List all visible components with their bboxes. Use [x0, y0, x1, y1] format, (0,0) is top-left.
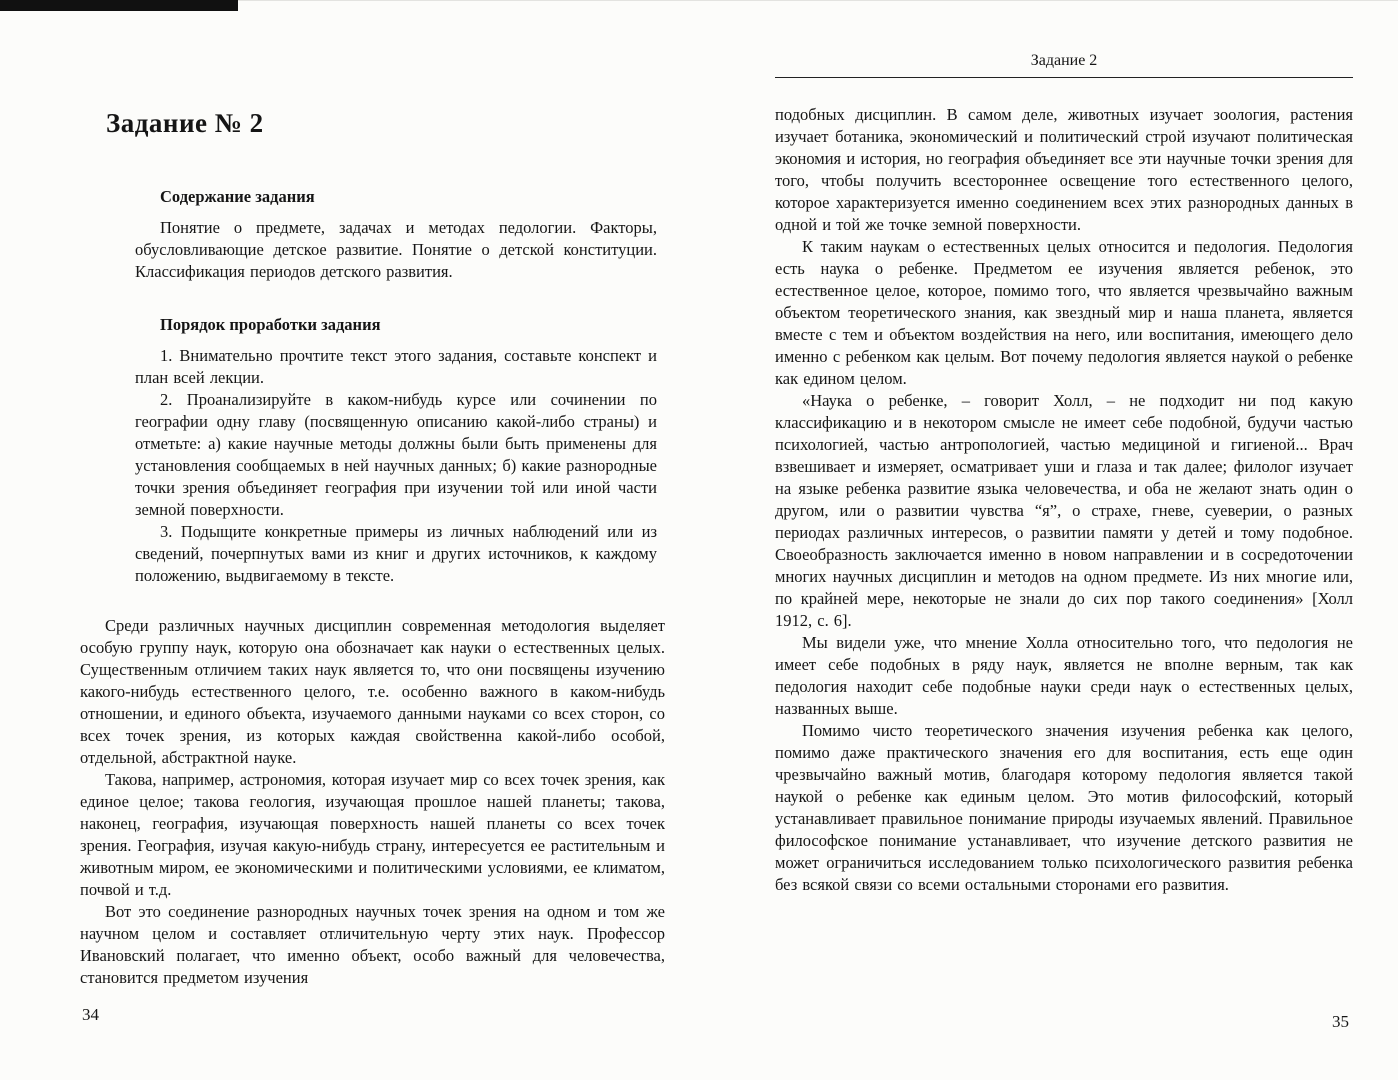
- contents-heading: Содержание задания: [160, 187, 315, 206]
- body-paragraph: К таким наукам о естественных целых относится и педология. Педология есть наука о ребенке. Предметом ее изучения является ребенок, это естественное целое, которое, помимо того, что является чрезвычайно важным объектом теоретического знания, как звездный мир и наша планета, является вместе с тем и объектом воздействия на него, или воспитания, имеющего дело именно с ребенком как целым. Вот почему педология является наукой о ребенке как едином целом.: [775, 237, 1353, 388]
- contents-paragraph: Понятие о предмете, задачах и методах педологии. Факторы, обусловливающие детское развитие. Понятие о детской конституции. Классификация периодов детского развития.: [135, 218, 657, 281]
- right-page: [775, 0, 1353, 1080]
- list-item: 1. Внимательно прочтите текст этого задания, составьте конспект и план всей лекции.: [135, 346, 657, 387]
- procedure-heading: Порядок проработки задания: [160, 315, 381, 334]
- body-paragraph: подобных дисциплин. В самом деле, животных изучает зоология, растения изучает ботаника, экономический и политический строй изучают политическая экономия и история, но география объединяет все эти научные точки зрения для того, чтобы получить всестороннее освещение того естественного целого, которое характеризуется именно соединением всех этих разнородных данных в одной и той же точке земной поверхности.: [775, 105, 1353, 234]
- body-paragraph: Мы видели уже, что мнение Холла относительно того, что педология не имеет себе подобных в ряду наук, является не вполне верным, так как педология находит себе подобные науки среди наук о естественных целых, названных выше.: [775, 633, 1353, 718]
- page-title: Задание № 2: [106, 108, 264, 138]
- running-header: Задание 2: [1030, 52, 1098, 69]
- assignment-block: [135, 187, 657, 587]
- right-body: [775, 104, 1353, 896]
- body-paragraph: Такова, например, астрономия, которая изучает мир со всех точек зрения, как единое целое; такова геология, изучающая прошлое нашей планеты; такова, наконец, география, изучающая поверхность нашей планеты со всех точек зрения. География, изучая какую-нибудь страну, интересуется ее растительным и животным миром, ее экономическими и политическими условиями, ее климатом, почвой и т.д.: [80, 770, 665, 899]
- left-page: [80, 0, 665, 1080]
- page-number-left: 34: [82, 1005, 99, 1024]
- list-item: 2. Проанализируйте в каком-нибудь курсе или сочинении по географии одну главу (посвященную описанию какой-либо страны) и отметьте: а) какие научные методы должны были быть применены для установления сообщаемых в ней научных данных; б) какие разнородные точки зрения объединяет география при изучении той или иной части земной поверхности.: [135, 390, 657, 519]
- body-paragraph: Среди различных научных дисциплин современная методология выделяет особую группу наук, которую она обозначает как науки о естественных целых. Существенным отличием таких наук является то, что они посвящены изучению какого-нибудь естественного целого, т.е. особенно важного в каком-нибудь отношении, и единого объекта, изучаемого данными науками со всех сторон, со всех точек зрения, из которых каждая свойственна какой-либо особой, отдельной, абстрактной науке.: [80, 616, 665, 767]
- body-paragraph: «Наука о ребенке, – говорит Холл, – не подходит ни под какую классификацию и в некотором смысле не имеет себе подобной, будучи частью психологией, частью антропологией, частью медициной и гигиеной... Врач взвешивает и измеряет, осматривает уши и глаза и так далее; филолог изучает на языке ребенка развитие языка человечества, и оба не желают знать один о другом, или о развитии чувства “я”, о страхе, гневе, суеверии, о разных периодах различных интересов, о развитии памяти у детей и тому подобное. Своеобразность заключается именно в новом направлении и в сосредоточении многих научных дисциплин и методов на одном предмете. Из них многие или, по крайней мере, некоторые не знали до сих пор такого соединения» [Холл 1912, с. 6].: [775, 391, 1353, 630]
- page-number-right: 35: [1332, 1012, 1349, 1031]
- header-rule: [775, 77, 1353, 78]
- body-paragraph: Помимо чисто теоретического значения изучения ребенка как целого, помимо даже практического значения его для воспитания, есть еще один чрезвычайно важный мотив, благодаря которому педология является такой наукой о ребенке как единым целом. Это мотив философский, который устанавливает правильное понимание природы изучаемых явлений. Правильное философское понимание устанавливает, что изучение детского развития не может ограничиться исследованием только психологического развития ребенка без всякой связи со всеми остальными сторонами его развития.: [775, 721, 1353, 894]
- left-body: [80, 615, 665, 989]
- body-paragraph: Вот это соединение разнородных научных точек зрения на одном и том же научном целом и составляет отличительную черту этих наук. Профессор Ивановский полагает, что именно объект, особо важный для человечества, становится предметом изучения: [80, 902, 665, 987]
- list-item: 3. Подыщите конкретные примеры из личных наблюдений или из сведений, почерпнутых вами из книг и других источников, к каждому положению, выдвигаемому в тексте.: [135, 522, 657, 585]
